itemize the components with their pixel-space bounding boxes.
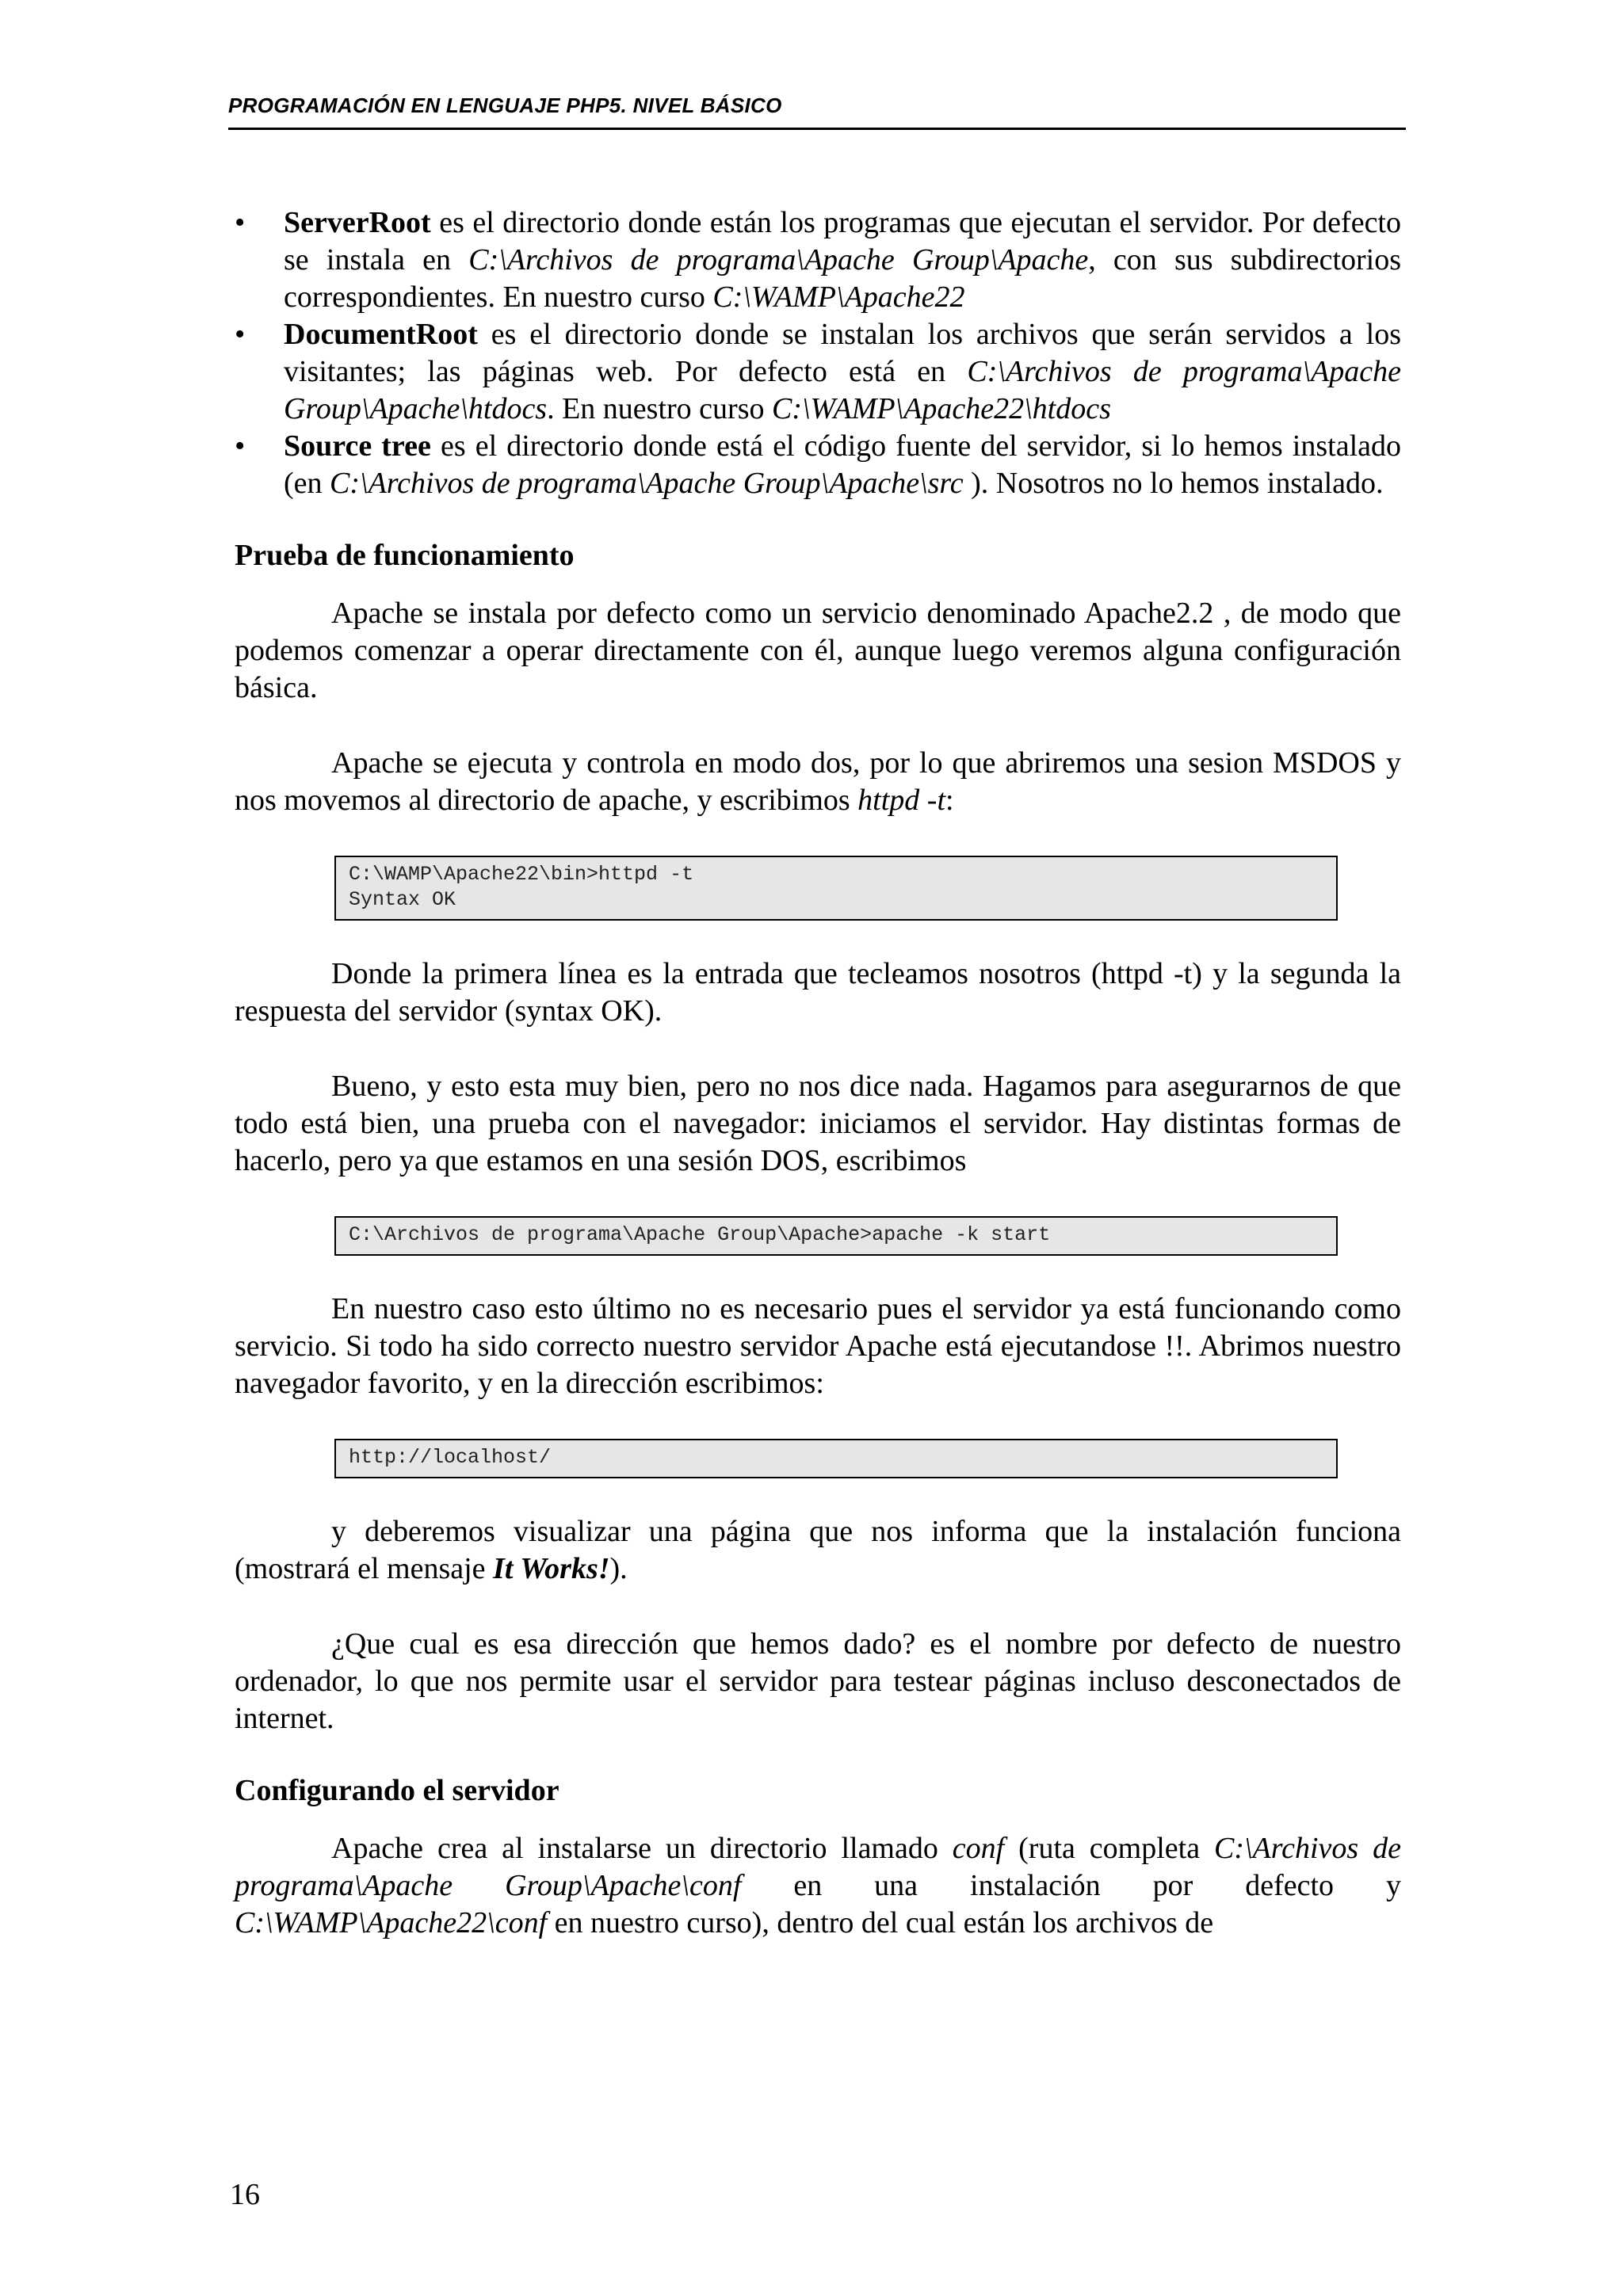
bullet-icon: • [235, 318, 246, 351]
text: en una instalación por defecto y [741, 1869, 1401, 1902]
paragraph: ¿Que cual es esa dirección que hemos dado? es el nombre por defecto de nuestro ordenador, lo que nos permite usar el servidor para testear páginas incluso desconectados de internet. [235, 1627, 1401, 1735]
text: ). Nosotros no lo hemos instalado. [963, 467, 1384, 500]
list-item [235, 204, 1401, 316]
text: : [945, 784, 954, 817]
paragraph: Apache se instala por defecto como un servicio denominado Apache2.2 , de modo que podemos comenzar a operar directamente con él, aunque luego veremos alguna configuración básica. [235, 597, 1401, 704]
emphasis: It Works! [493, 1552, 610, 1585]
text: Apache se ejecuta y controla en modo dos, por lo que abriremos una sesion MSDOS y nos movemos al directorio de apache, y escribimos [235, 746, 1401, 817]
code-block [334, 1216, 1338, 1256]
term: Source tree [284, 429, 431, 463]
text: ). [609, 1552, 628, 1585]
code-block [334, 1439, 1338, 1478]
code-line: Syntax OK [349, 888, 456, 911]
bullet-icon: • [235, 206, 246, 239]
code-line: C:\Archivos de programa\Apache Group\Apache>apache -k start [349, 1223, 1051, 1246]
running-header: PROGRAMACIÓN EN LENGUAJE PHP5. NIVEL BÁSICO [228, 93, 1406, 130]
paragraph [235, 1513, 1401, 1588]
paragraph: En nuestro caso esto último no es necesario pues el servidor ya está funcionando como servicio. Si todo ha sido correcto nuestro servidor Apache está ejecutandose !!. Abrimos nuestro navegador favorito, y en la dirección escribimos: [235, 1292, 1401, 1400]
path: C:\Archivos de programa\Apache Group\Apache\src [330, 467, 964, 500]
path: C:\WAMP\Apache22\htdocs [771, 392, 1111, 425]
text: es el directorio donde se instalan los archivos que serán servidos a los visitantes; las páginas web. Por defecto está en [284, 318, 1401, 388]
page-number: 16 [230, 2178, 260, 2211]
bullet-list [235, 204, 1401, 502]
command: httpd -t [857, 784, 945, 817]
path: C:\WAMP\Apache22\conf [235, 1906, 548, 1939]
path: C:\Archivos de programa\Apache Group\Apache\htdocs [284, 355, 1402, 425]
code-block [334, 856, 1338, 921]
path: conf [952, 1832, 1005, 1865]
paragraph: Donde la primera línea es la entrada que tecleamos nosotros (httpd -t) y la segunda la respuesta del servidor (syntax OK). [235, 957, 1401, 1028]
list-item [235, 428, 1401, 502]
section-heading: Prueba de funcionamiento [235, 539, 575, 572]
path: C:\Archivos de programa\Apache Group\Apache [468, 243, 1089, 277]
paragraph [235, 1830, 1401, 1942]
text: . En nuestro curso [547, 392, 772, 425]
text: es el directorio donde están los programas que ejecutan el servidor. Por defecto se instala en [284, 206, 1401, 277]
text: es el directorio donde está el código fuente del servidor, si lo hemos instalado (en [284, 429, 1402, 500]
term: ServerRoot [284, 206, 431, 239]
section-heading: Configurando el servidor [235, 1774, 559, 1807]
text: en nuestro curso), dentro del cual están los archivos de [547, 1906, 1214, 1939]
paragraph [235, 745, 1401, 819]
path: C:\Archivos de programa\Apache Group\Apache\conf [235, 1832, 1401, 1902]
term: DocumentRoot [284, 318, 478, 351]
path: C:\WAMP\Apache22 [712, 280, 965, 314]
text: , con sus subdirectorios correspondientes. En nuestro curso [284, 243, 1402, 314]
text: (ruta completa [1004, 1832, 1214, 1865]
text: y deberemos visualizar una página que nos informa que la instalación funciona (mostrará el mensaje [235, 1515, 1401, 1585]
bullet-icon: • [235, 429, 246, 463]
list-item [235, 316, 1401, 428]
code-line: C:\WAMP\Apache22\bin>httpd -t [349, 863, 694, 886]
page-body [235, 204, 1401, 1942]
text: Apache crea al instalarse un directorio llamado [331, 1832, 953, 1865]
paragraph: Bueno, y esto esta muy bien, pero no nos dice nada. Hagamos para asegurarnos de que todo está bien, una prueba con el navegador: iniciamos el servidor. Hay distintas formas de hacerlo, pero ya que estamos en una sesión DOS, escribimos [235, 1070, 1401, 1177]
code-line: http://localhost/ [349, 1446, 552, 1469]
